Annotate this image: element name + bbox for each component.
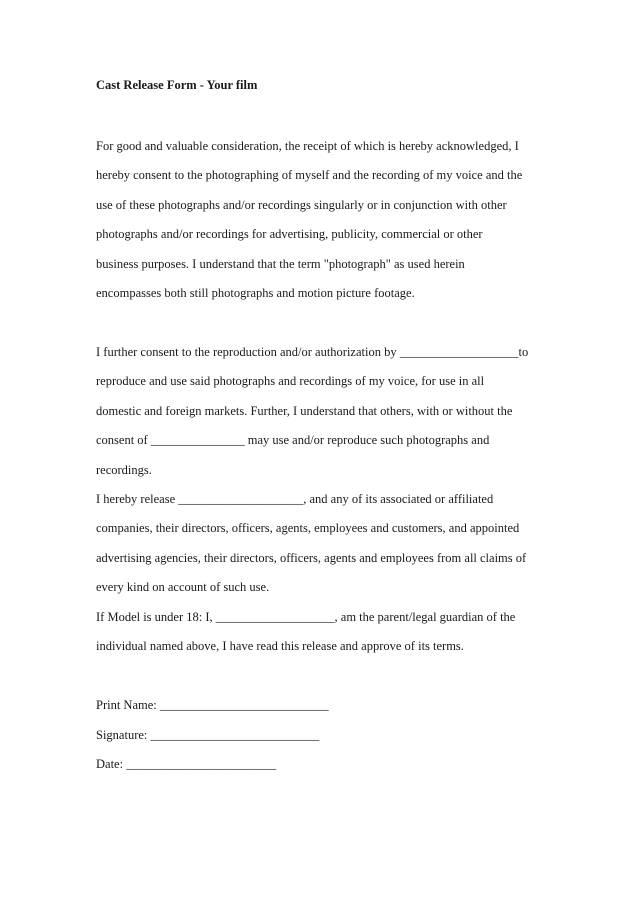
- paragraph2-line-2: reproduce and use said photographs and recordings of my voice, for use in all: [96, 374, 485, 388]
- paragraph2-line-8: advertising agencies, their directors, officers, agents and employees from all claims of: [96, 551, 527, 565]
- signature-field: Signature: ___________________________: [96, 728, 320, 742]
- paragraph2-line-6: I hereby release ____________________, and any of its associated or affiliated: [96, 492, 494, 506]
- paragraph2-line-3: domestic and foreign markets. Further, I understand that others, with or without the: [96, 404, 513, 418]
- paragraph1-line-3: use of these photographs and/or recordings singularly or in conjunction with other: [96, 198, 507, 212]
- paragraph2-line-10: If Model is under 18: I, ___________________, am the parent/legal guardian of the: [96, 610, 516, 624]
- paragraph1-line-5: business purposes. I understand that the term "photograph" as used herein: [96, 257, 465, 271]
- paragraph1-line-1: For good and valuable consideration, the receipt of which is hereby acknowledged, I: [96, 139, 519, 153]
- paragraph2-line-9: every kind on account of such use.: [96, 580, 270, 594]
- paragraph2-line-4: consent of _______________ may use and/or reproduce such photographs and: [96, 433, 490, 447]
- paragraph2-line-1: I further consent to the reproduction and/or authorization by ___________________to: [96, 345, 529, 359]
- paragraph2-line-5: recordings.: [96, 463, 152, 477]
- paragraph2-line-7: companies, their directors, officers, agents, employees and customers, and appointed: [96, 521, 520, 535]
- paragraph2-line-11: individual named above, I have read this release and approve of its terms.: [96, 639, 464, 653]
- date-field: Date: ________________________: [96, 757, 277, 771]
- paragraph1-line-6: encompasses both still photographs and motion picture footage.: [96, 286, 415, 300]
- print-name-field: Print Name: ___________________________: [96, 698, 329, 712]
- paragraph1-line-4: photographs and/or recordings for advertising, publicity, commercial or other: [96, 227, 483, 241]
- document-title: Cast Release Form - Your film: [96, 78, 258, 92]
- paragraph1-line-2: hereby consent to the photographing of myself and the recording of my voice and the: [96, 168, 523, 182]
